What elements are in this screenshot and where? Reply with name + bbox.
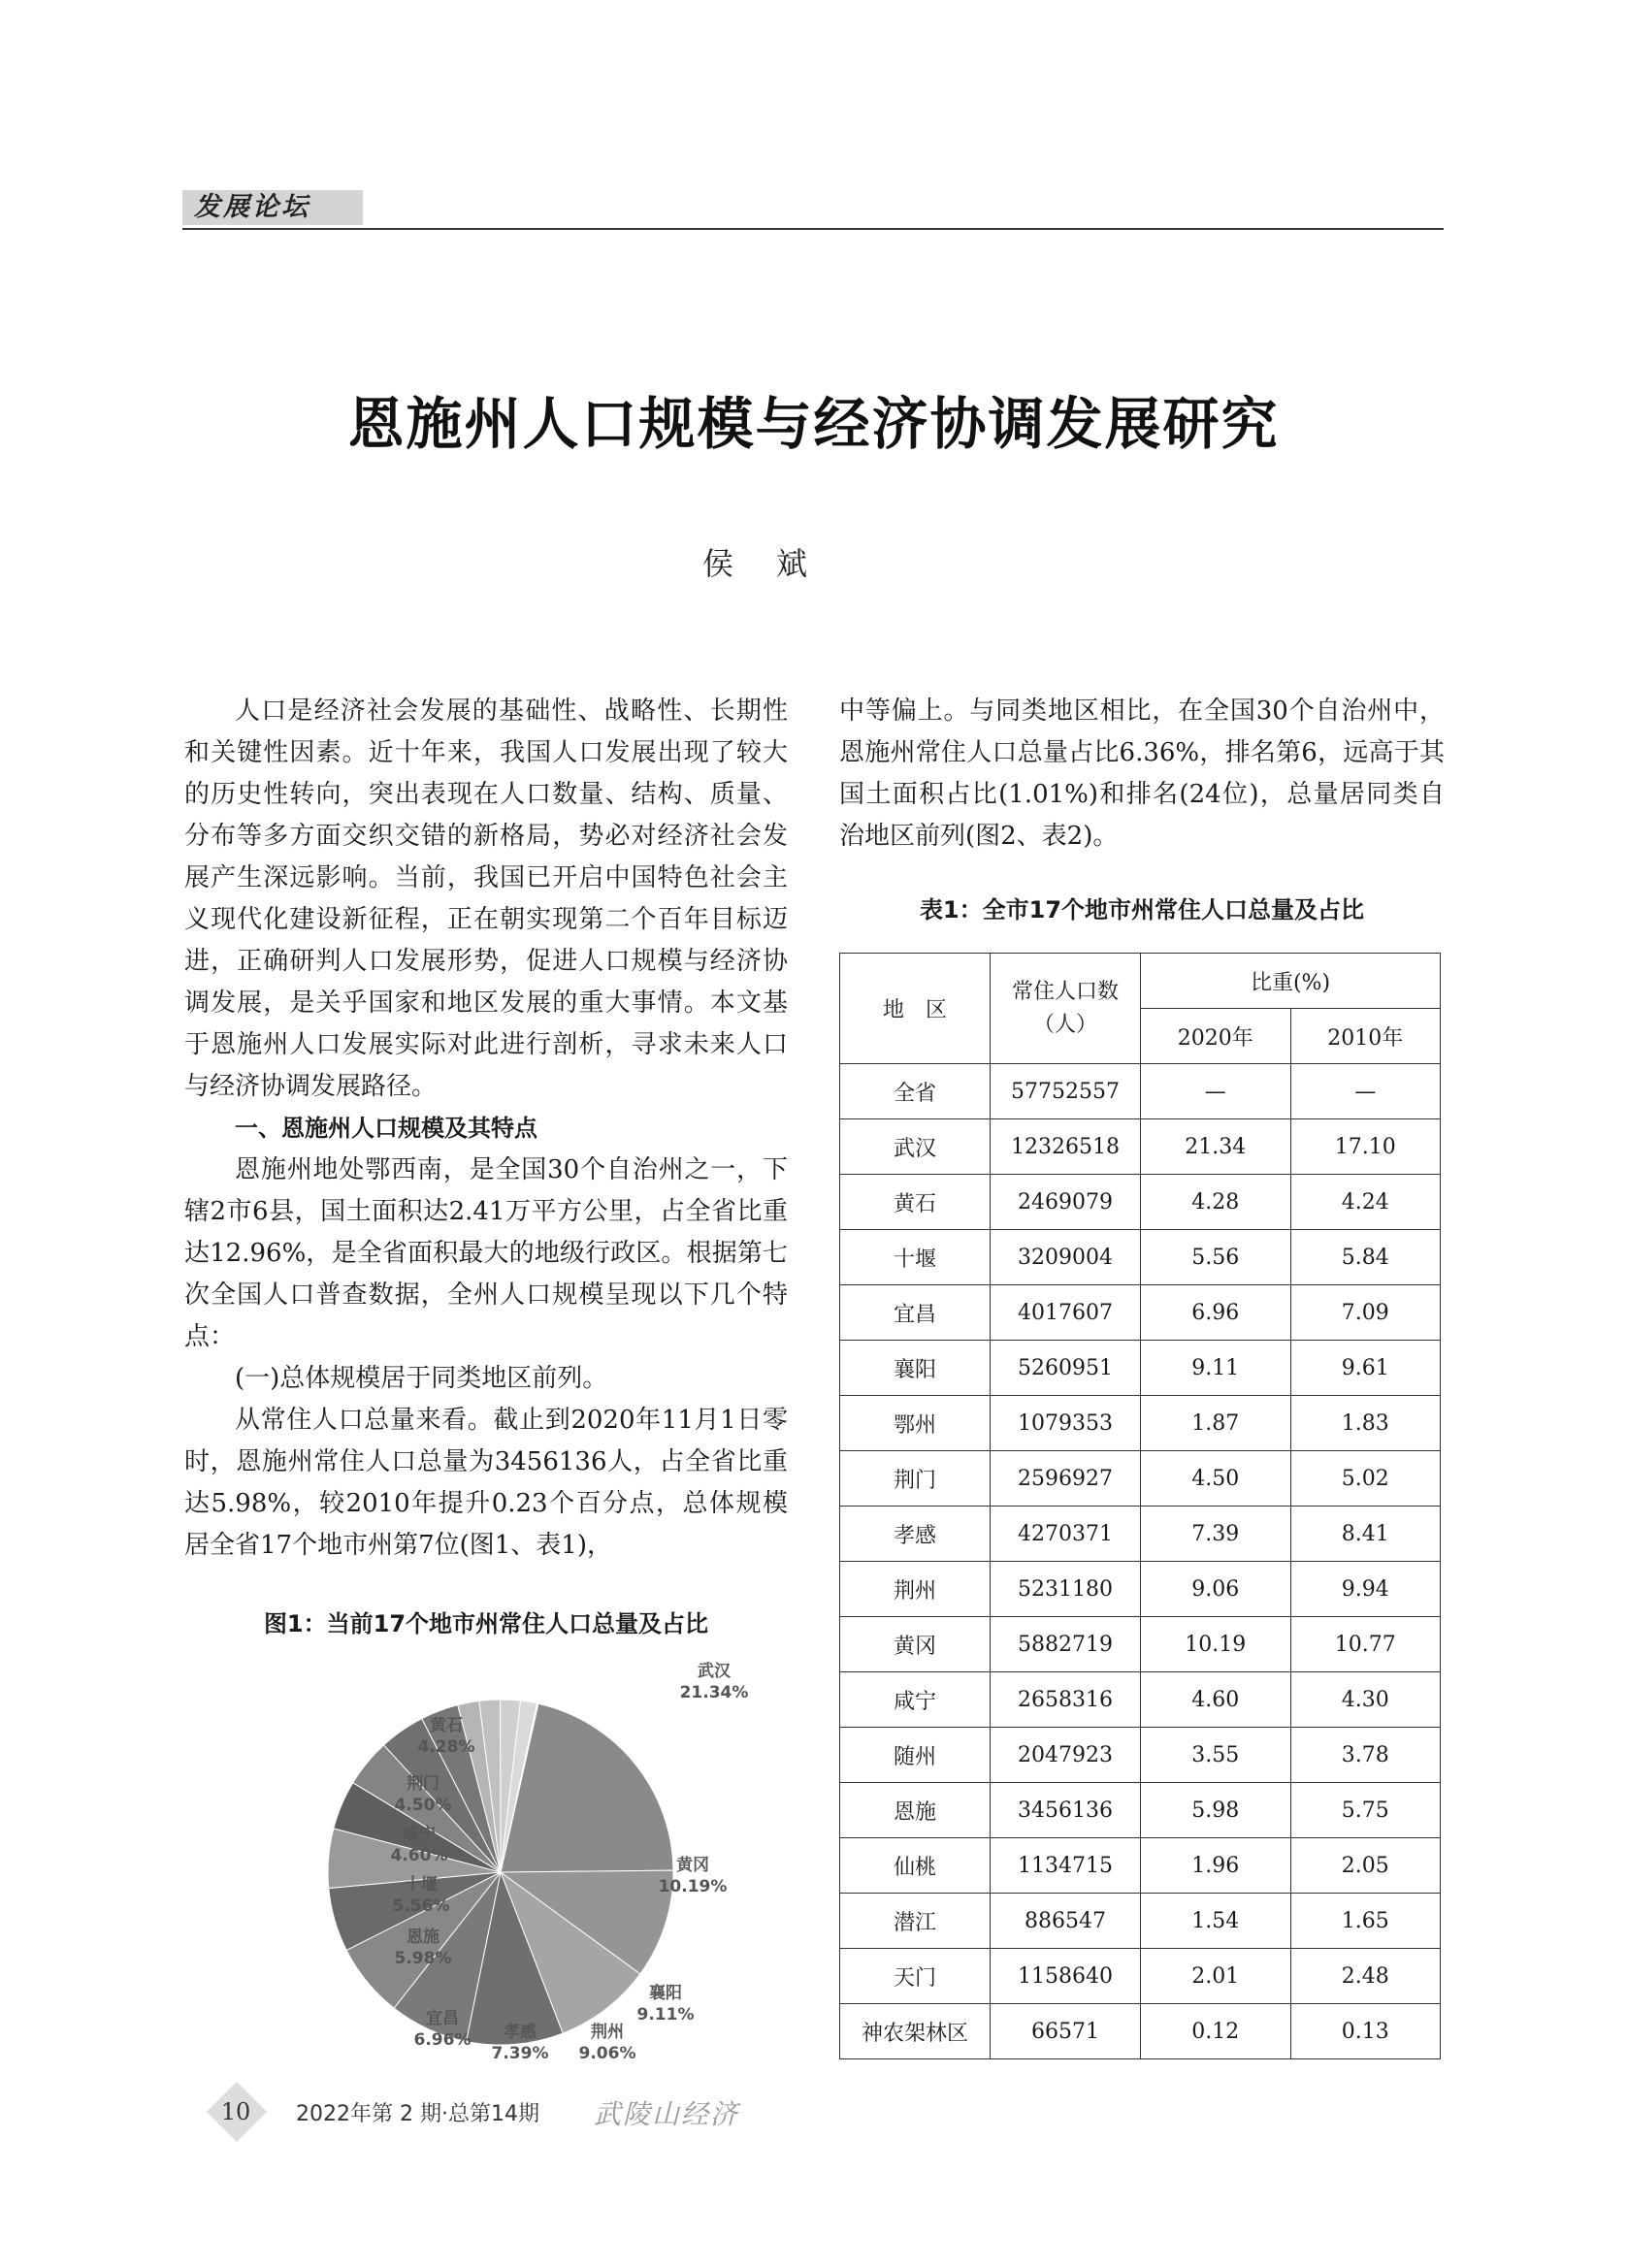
table-row [840,1451,1441,1507]
table-cell-region: 黄冈 [840,1617,991,1672]
table-cell-region: 襄阳 [840,1341,991,1396]
table-row [840,1783,1441,1838]
article-author: 侯斌 [701,545,850,582]
table-cell-y2010: 4.24 [1290,1175,1441,1230]
table-cell-y2010: 4.30 [1290,1672,1441,1728]
table-cell-pop: 1079353 [991,1396,1141,1451]
table-cell-y2020: 3.55 [1141,1728,1291,1783]
table-cell-y2020: 10.19 [1141,1617,1291,1672]
table-cell-region: 仙桃 [840,1838,991,1894]
table-cell-region: 十堰 [840,1230,991,1285]
table-cell-pop: 66571 [991,2004,1141,2059]
pie-label-value: 9.06% [578,2044,636,2063]
left-column [184,691,788,1567]
right-column [839,691,1445,858]
table-cell-y2010: 17.10 [1290,1119,1441,1175]
table-row [840,1949,1441,2004]
pie-label-value: 4.60% [390,1846,448,1865]
subsection-paragraph: 从常住人口总量来看。截止到2020年11月1日零时，恩施州常住人口总量为3456136人，占全省比重达5.98%，较2010年提升0.23个百分点，总体规模居全省17个地市州第7位(图1、表1)， [184,1406,788,1560]
journal-brand: 武陵山经济 [594,2098,740,2130]
table-cell-region: 鄂州 [840,1396,991,1451]
header-share: 比重(%) [1141,954,1441,1009]
table-cell-y2020: 5.98 [1141,1783,1291,1838]
table-cell-region: 潜江 [840,1894,991,1949]
table-cell-pop: 3209004 [991,1230,1141,1285]
table-cell-region: 神农架林区 [840,2004,991,2059]
pie-label-value: 5.98% [394,1949,452,1968]
table-row [840,1064,1441,1119]
table-cell-y2020: 7.39 [1141,1507,1291,1562]
pie-label-name: 荆州 [591,2023,624,2042]
pie-label-name: 荆门 [407,1774,439,1794]
header-population: 常住人口数（人） [991,954,1141,1064]
figure-caption: 图1：当前17个地市州常住人口总量及占比 [263,1610,709,1637]
table-row [840,1728,1441,1783]
pie-chart-svg [239,1649,788,2076]
table-cell-pop: 2047923 [991,1728,1141,1783]
table-cell-y2020: 4.50 [1141,1451,1291,1507]
page-number: 10 [220,2098,251,2125]
table-cell-pop: 5260951 [991,1341,1141,1396]
pie-label-value: 4.50% [394,1796,452,1815]
pie-label-value: 4.28% [417,1737,475,1757]
table-cell-region: 天门 [840,1949,991,2004]
table-row [840,1341,1441,1396]
table-cell-y2010: — [1290,1064,1441,1119]
table-row [840,2004,1441,2059]
table-cell-y2010: 2.05 [1290,1838,1441,1894]
table-cell-pop: 4017607 [991,1285,1141,1341]
table-cell-y2010: 1.83 [1290,1396,1441,1451]
table-cell-pop: 4270371 [991,1507,1141,1562]
table-cell-y2010: 5.84 [1290,1230,1441,1285]
table-cell-region: 荆州 [840,1562,991,1617]
table-row [840,1507,1441,1562]
pie-label-name: 襄阳 [649,1984,682,2003]
table-cell-region: 武汉 [840,1119,991,1175]
table-row [840,1119,1441,1175]
population-table [839,953,1441,2059]
table-cell-region: 孝感 [840,1507,991,1562]
table-cell-pop: 886547 [991,1894,1141,1949]
table-cell-pop: 5231180 [991,1562,1141,1617]
pie-label-name: 十堰 [405,1875,438,1895]
table-row [840,1894,1441,1949]
table-cell-y2010: 9.94 [1290,1562,1441,1617]
table-cell-y2020: 21.34 [1141,1119,1291,1175]
table-cell-y2020: 4.60 [1141,1672,1291,1728]
table-cell-y2010: 5.02 [1290,1451,1441,1507]
table-cell-pop: 2658316 [991,1672,1141,1728]
table-cell-y2010: 10.77 [1290,1617,1441,1672]
header-region: 地 区 [840,954,991,1064]
right-paragraph: 中等偏上。与同类地区相比，在全国30个自治州中，恩施州常住人口总量占比6.36%，排名第6，远高于其国土面积占比(1.01%)和排名(24位)，总量居同类自治地区前列(图2、表2)。 [839,697,1445,851]
table-cell-y2020: — [1141,1064,1291,1119]
pie-label-value: 5.56% [392,1896,450,1916]
table-cell-y2020: 1.96 [1141,1838,1291,1894]
pie-label-value: 7.39% [491,2044,549,2063]
table-cell-pop: 3456136 [991,1783,1141,1838]
header-2020: 2020年 [1141,1009,1291,1064]
table-row [840,1562,1441,1617]
pie-label-name: 武汉 [698,1662,731,1681]
pie-label-value: 10.19% [658,1877,728,1896]
table-caption: 表1：全市17个地市州常住人口总量及占比 [919,896,1365,923]
section-paragraph: 恩施州地处鄂西南，是全国30个自治州之一，下辖2市6县，国土面积达2.41万平方公里，占全省比重达12.96%，是全省面积最大的地级行政区。根据第七次全国人口普查数据，全州人口规模呈现以下几个特点： [184,1155,788,1351]
table-cell-y2020: 1.54 [1141,1894,1291,1949]
table-cell-y2010: 0.13 [1290,2004,1441,2059]
table-cell-y2010: 1.65 [1290,1894,1441,1949]
table-cell-pop: 12326518 [991,1119,1141,1175]
table-cell-y2020: 1.87 [1141,1396,1291,1451]
intro-paragraph: 人口是经济社会发展的基础性、战略性、长期性和关键性因素。近十年来，我国人口发展出现了较大的历史性转向，突出表现在人口数量、结构、质量、分布等多方面交织交错的新格局，势必对经济社会发展产生深远影响。当前，我国已开启中国特色社会主义现代化建设新征程，正在朝实现第二个百年目标迈进，正确研判人口发展形势，促进人口规模与经济协调发展，是关乎国家和地区发展的重大事情。本文基于恩施州人口发展实际对此进行剖析，寻求未来人口与经济协调发展路径。 [184,697,788,1101]
table-cell-region: 随州 [840,1728,991,1783]
table-cell-y2010: 9.61 [1290,1341,1441,1396]
table-cell-pop: 1134715 [991,1838,1141,1894]
table-row [840,1396,1441,1451]
table-cell-pop: 1158640 [991,1949,1141,2004]
table-row [840,1230,1441,1285]
table-cell-region: 全省 [840,1064,991,1119]
table-cell-y2010: 8.41 [1290,1507,1441,1562]
pie-label-name: 咸宁 [403,1825,436,1844]
table-cell-y2020: 9.06 [1141,1562,1291,1617]
table-cell-y2020: 5.56 [1141,1230,1291,1285]
table-cell-region: 荆门 [840,1451,991,1507]
table-cell-pop: 2469079 [991,1175,1141,1230]
section-heading: 一、恩施州人口规模及其特点 [235,1115,537,1142]
table-cell-y2010: 5.75 [1290,1783,1441,1838]
table-cell-y2010: 7.09 [1290,1285,1441,1341]
pie-chart [239,1649,788,2076]
table-cell-region: 咸宁 [840,1672,991,1728]
table-row [840,1617,1441,1672]
article-title: 恩施州人口规模与经济协调发展研究 [347,391,1280,457]
table-cell-pop: 2596927 [991,1451,1141,1507]
table-cell-y2020: 6.96 [1141,1285,1291,1341]
table-cell-region: 宜昌 [840,1285,991,1341]
section-tag: 发展论坛 [182,190,363,225]
table-cell-region: 黄石 [840,1175,991,1230]
table-cell-pop: 5882719 [991,1617,1141,1672]
table-cell-region: 恩施 [840,1783,991,1838]
table-cell-y2010: 3.78 [1290,1728,1441,1783]
table-cell-y2010: 2.48 [1290,1949,1441,2004]
table-row [840,1672,1441,1728]
pie-label-name: 孝感 [504,2023,537,2042]
table-cell-y2020: 9.11 [1141,1341,1291,1396]
issue-info: 2022年第 2 期·总第14期 [296,2102,539,2126]
pie-label-value: 21.34% [679,1683,749,1702]
pie-label-name: 宜昌 [426,2009,459,2028]
subsection-heading: (一)总体规模居于同类地区前列。 [235,1364,608,1393]
table-cell-y2020: 4.28 [1141,1175,1291,1230]
pie-label-name: 黄冈 [676,1856,709,1875]
header-rule [182,228,1444,230]
table-row [840,1175,1441,1230]
header-2010: 2010年 [1290,1009,1441,1064]
table-cell-y2020: 2.01 [1141,1949,1291,2004]
pie-label-value: 6.96% [413,2030,472,2050]
pie-label-name: 黄石 [430,1716,463,1735]
pie-label-value: 9.11% [636,2005,695,2025]
table-cell-pop: 57752557 [991,1064,1141,1119]
table-row [840,1838,1441,1894]
table-cell-y2020: 0.12 [1141,2004,1291,2059]
table-row [840,1285,1441,1341]
pie-label-name: 恩施 [407,1928,439,1947]
